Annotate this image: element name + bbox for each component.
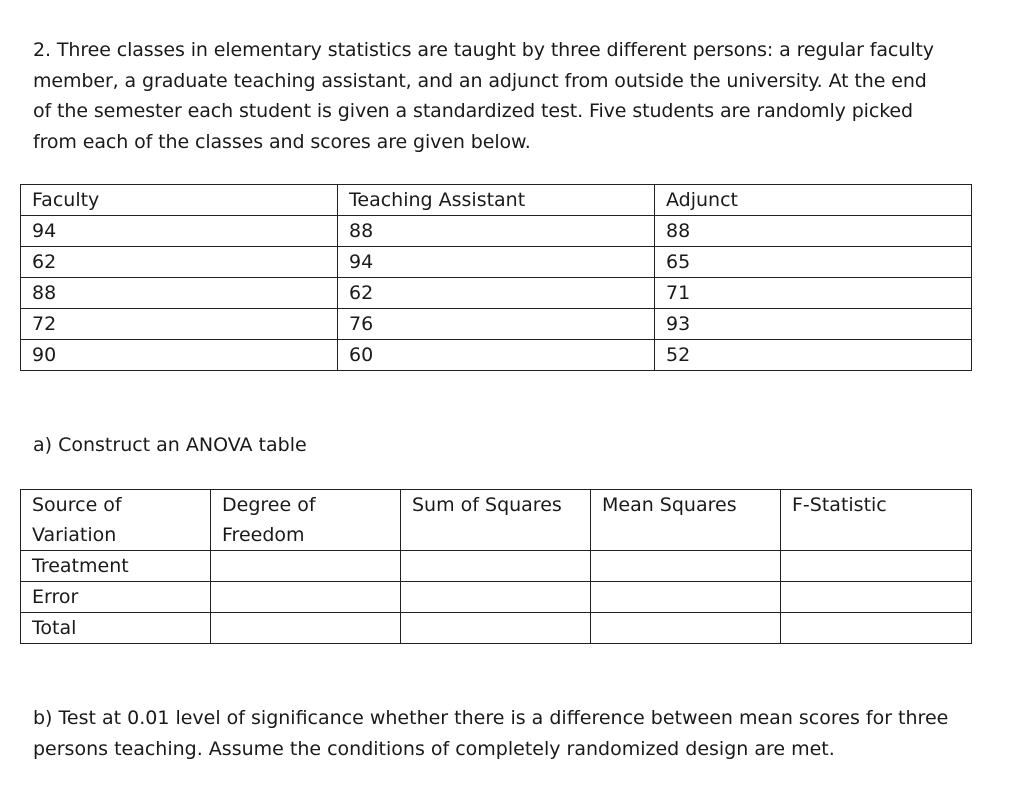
question-text	[33, 35, 993, 157]
question-line: member, a graduate teaching assistant, and an adjunct from outside the university. At the end	[33, 69, 927, 92]
part-a-prompt: a) Construct an ANOVA table	[33, 434, 307, 456]
score-cell: 72	[21, 309, 338, 340]
empty-answer-cell[interactable]	[781, 613, 972, 644]
empty-answer-cell[interactable]	[401, 582, 591, 613]
empty-answer-cell[interactable]	[401, 551, 591, 582]
table-row	[21, 278, 972, 309]
table-row	[21, 613, 972, 644]
score-cell: 94	[338, 247, 655, 278]
part-b-line: b) Test at 0.01 level of significance whether there is a difference between mean scores for three	[33, 707, 949, 729]
empty-answer-cell[interactable]	[591, 582, 781, 613]
source-label: Treatment	[21, 551, 211, 582]
score-cell: 93	[655, 309, 972, 340]
score-cell: 62	[21, 247, 338, 278]
table-row	[21, 216, 972, 247]
empty-answer-cell[interactable]	[211, 613, 401, 644]
empty-answer-cell[interactable]	[781, 551, 972, 582]
table-row	[21, 582, 972, 613]
table-row	[21, 551, 972, 582]
empty-answer-cell[interactable]	[591, 551, 781, 582]
part-b-line: persons teaching. Assume the conditions of completely randomized design are met.	[33, 737, 835, 760]
table-row	[21, 247, 972, 278]
empty-answer-cell[interactable]	[211, 551, 401, 582]
anova-table	[20, 489, 972, 644]
table-row	[21, 340, 972, 371]
score-cell: 88	[655, 216, 972, 247]
empty-answer-cell[interactable]	[591, 613, 781, 644]
empty-answer-cell[interactable]	[211, 582, 401, 613]
question-line: 2. Three classes in elementary statistics are taught by three different persons: a regular faculty	[33, 39, 934, 61]
score-cell: 88	[21, 278, 338, 309]
question-line: of the semester each student is given a standardized test. Five students are randomly picked	[33, 100, 913, 122]
table-header-row	[21, 185, 972, 216]
score-cell: 60	[338, 340, 655, 371]
source-label: Error	[21, 582, 211, 613]
header-teaching-assistant: Teaching Assistant	[338, 185, 655, 216]
header-faculty: Faculty	[21, 185, 338, 216]
part-b-prompt	[33, 703, 1008, 764]
header-mean-squares: Mean Squares	[591, 490, 781, 551]
score-cell: 62	[338, 278, 655, 309]
table-row	[21, 309, 972, 340]
score-cell: 52	[655, 340, 972, 371]
score-cell: 76	[338, 309, 655, 340]
header-source-of-variation: Source of Variation	[21, 490, 211, 551]
header-degree-of-freedom: Degree of Freedom	[211, 490, 401, 551]
anova-header-row	[21, 490, 972, 551]
score-cell: 88	[338, 216, 655, 247]
score-cell: 71	[655, 278, 972, 309]
header-adjunct: Adjunct	[655, 185, 972, 216]
source-label: Total	[21, 613, 211, 644]
header-sum-of-squares: Sum of Squares	[401, 490, 591, 551]
score-cell: 90	[21, 340, 338, 371]
empty-answer-cell[interactable]	[781, 582, 972, 613]
question-line: from each of the classes and scores are given below.	[33, 130, 531, 153]
score-cell: 65	[655, 247, 972, 278]
header-f-statistic: F-Statistic	[781, 490, 972, 551]
empty-answer-cell[interactable]	[401, 613, 591, 644]
score-cell: 94	[21, 216, 338, 247]
scores-table	[20, 184, 972, 371]
